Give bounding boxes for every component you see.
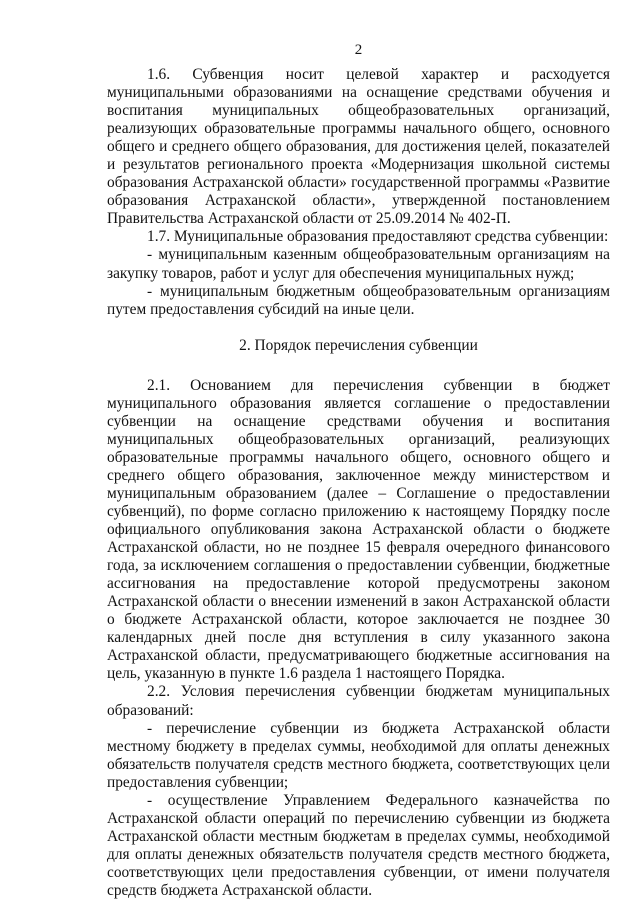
condition-item-2: - осуществление Управлением Федерального казначейства по Астраханской области операций по перечислению субвенции из бюджета Астраханской области местным бюджетам в пределах суммы, необходимой для оплаты денежных обязательств получателя средств местного бюджета, соответствующих цели предоставления субвенции, от имени получателя средств бюджета Астраханской области. bbox=[107, 791, 610, 899]
condition-item-1: - перечисление субвенции из бюджета Астраханской области местному бюджету в пределах суммы, необходимой для оплаты денежных обязательств получателя средств местного бюджета, соответствующих цели предоставления субвенции; bbox=[107, 719, 610, 791]
paragraph-2-1: 2.1. Основанием для перечисления субвенции в бюджет муниципального образования является соглашение о предоставлении субвенции на оснащение средствами обучения и воспитания муниципальных общеобразовательных организаций, реализующих образовательные программы начального общего, основного общего и среднего общего образования, заключенное между министерством и муниципальным образованием (далее – Соглашение о предоставлении субвенций), по форме согласно приложению к настоящему Порядку после официального опубликования закона Астраханской области о бюджете Астраханской области, но не позднее 15 февраля очередного финансового года, за исключением соглашения о предоставлении субвенции, бюджетные ассигнования на предоставление которой предусмотрены законом Астраханской области о внесении изменений в закон Астраханской области о бюджете Астраханской области, которое заключается не позднее 30 календарных дней после дня вступления в силу указанного закона Астраханской области, предусматривающего бюджетные ассигнования на цель, указанную в пункте 1.6 раздела 1 настоящего Порядка. bbox=[107, 376, 610, 683]
section-2-heading: 2. Порядок перечисления субвенции bbox=[239, 336, 478, 354]
paragraph-1-7: 1.7. Муниципальные образования предоставляют средства субвенции: bbox=[147, 228, 609, 246]
list-item-kazennye: - муниципальным казенным общеобразовательным организациям на закупку товаров, работ и услуг для обеспечения муниципальных нужд; bbox=[107, 246, 610, 282]
paragraph-2-2: 2.2. Условия перечисления субвенции бюджетам муниципальных образований: bbox=[107, 683, 610, 719]
page-number: 2 bbox=[354, 42, 363, 58]
list-item-byudzhetnye: - муниципальным бюджетным общеобразовательным организациям путем предоставления субсидий на иные цели. bbox=[107, 282, 610, 318]
paragraph-1-6: 1.6. Субвенция носит целевой характер и расходуется муниципальными образованиями на оснащение средствами обучения и воспитания муниципальных общеобразовательных организаций, реализующих образовательные программы начального общего, основного общего и среднего общего образования, для достижения целей, показателей и результатов регионального проекта «Модернизация школьной системы образования Астраханской области» государственной программы «Развитие образования Астраханской области», утвержденной постановлением Правительства Астраханской области от 25.09.2014 № 402-П. bbox=[107, 66, 610, 228]
